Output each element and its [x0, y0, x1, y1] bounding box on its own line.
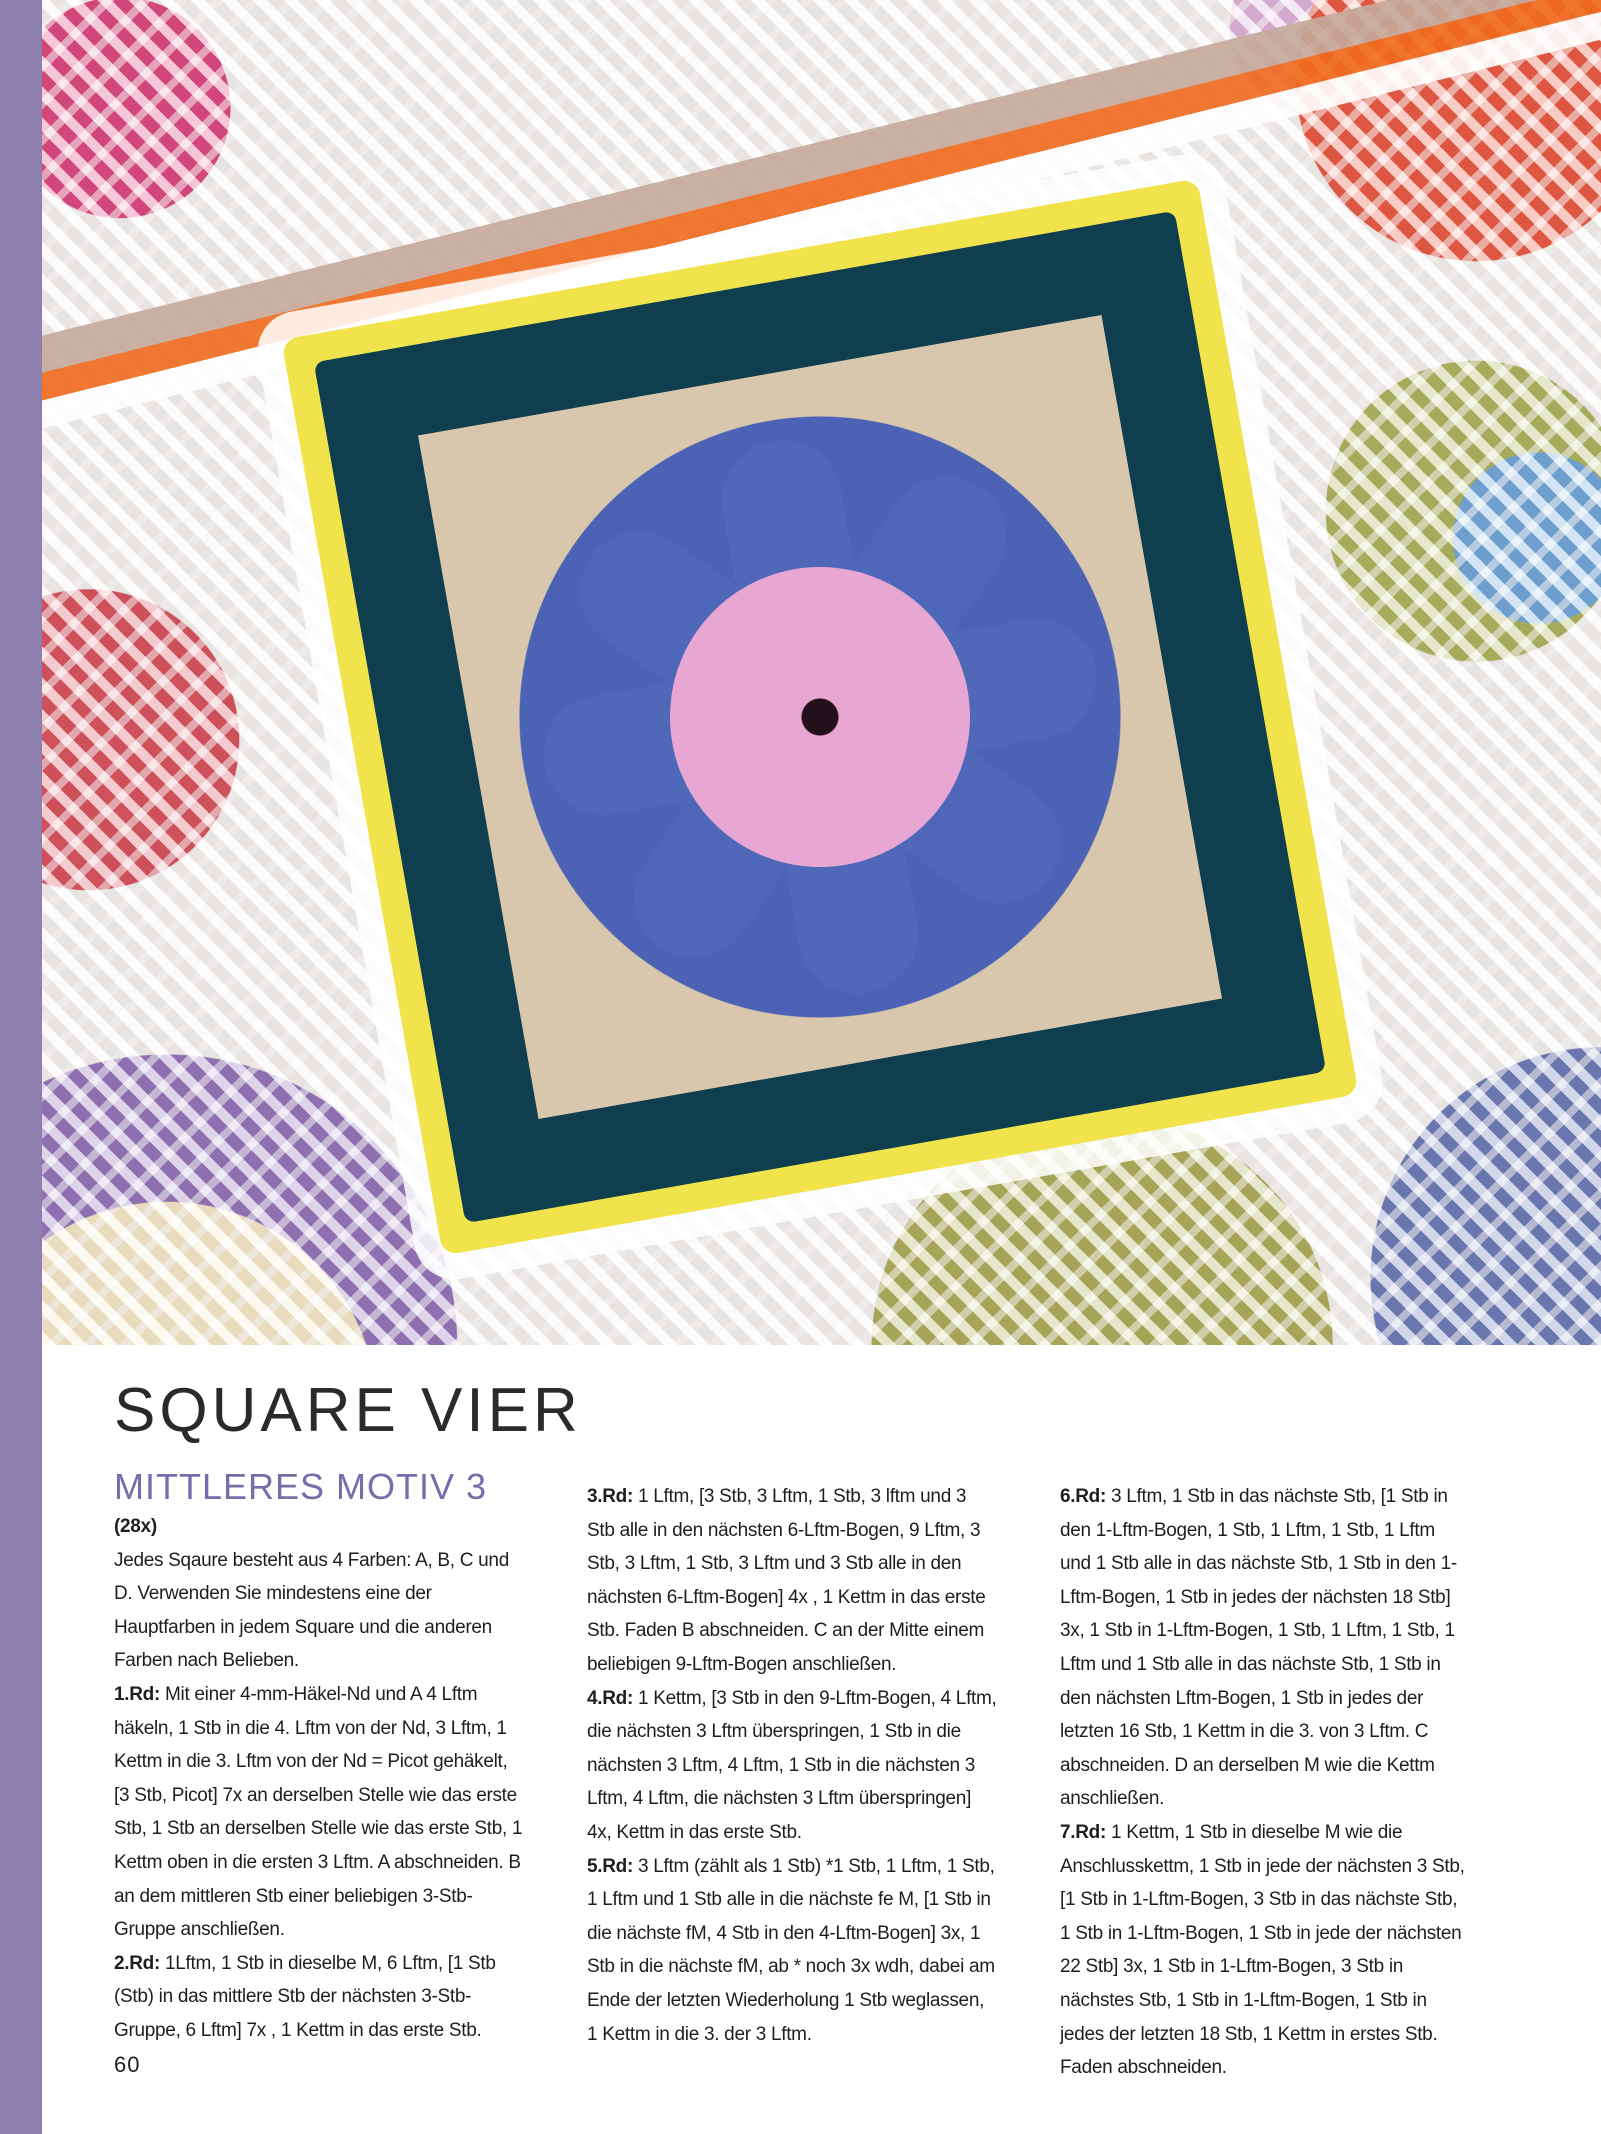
round-text: 1 Kettm, [3 Stb in den 9-Lftm-Bogen, 4 Lftm, die nächsten 3 Lftm überspringen, 1 Stb in die nächsten 3 Lftm, 4 Lftm, 1 Stb in die nächsten 3 Lftm, 4 Lftm, die nächsten 3 Lftm überspringen] 4x, Kettm in das erste Stb. — [587, 1687, 997, 1843]
round-4 — [587, 1682, 997, 1850]
round-label: 2.Rd: — [114, 1952, 161, 1974]
text-column-1 — [114, 1510, 524, 2048]
page-number: 60 — [114, 2052, 141, 2077]
round-6 — [1060, 1480, 1470, 1816]
crochet-square-photo — [42, 0, 1601, 1345]
round-1 — [114, 1678, 524, 1947]
intro-paragraph: Jedes Sqaure besteht aus 4 Farben: A, B, C und D. Verwenden Sie mindestens eine der Hauptfarben in jedem Square und die anderen Farben nach Belieben. — [114, 1549, 509, 1672]
round-label: 6.Rd: — [1060, 1486, 1107, 1507]
side-color-bar — [0, 0, 42, 2134]
granny-square-teal-frame — [314, 211, 1326, 1223]
round-7 — [1060, 1816, 1470, 2085]
page-title: SQUARE VIER — [114, 1376, 582, 1445]
round-5 — [587, 1850, 997, 2052]
round-text: 1 Kettm, 1 Stb in dieselbe M wie die Anschlusskettm, 1 Stb in jede der nächsten 3 Stb, [1 Stb in 1-Lftm-Bogen, 3 Stb in das nächste Stb, 1 Stb in 1-Lftm-Bogen, 1 Stb in jede der nächsten 22 Stb] 3x, 1 Stb in 1-Lftm-Bogen, 3 Stb in nächstes Stb, 1 Stb in 1-Lftm-Bogen, 1 Stb in jedes der letzten 18 Stb, 1 Kettm in erstes Stb. Faden abschneiden. — [1060, 1821, 1465, 2079]
round-label: 1.Rd: — [114, 1683, 161, 1705]
round-text: 1 Lftm, [3 Stb, 3 Lftm, 1 Stb, 3 lftm und 3 Stb alle in den nächsten 6-Lftm-Bogen, 9 Lftm, 3 Stb, 3 Lftm, 1 Stb, 3 Lftm und 3 Stb alle in den nächsten 6-Lftm-Bogen] 4x , 1 Kettm in das erste Stb. Faden B abschneiden. C an der Mitte einem beliebigen 9-Lftm-Bogen anschließen. — [587, 1486, 986, 1675]
round-text: 1Lftm, 1 Stb in dieselbe M, 6 Lftm, [1 Stb (Stb) in das mittlere Stb der nächsten 3-Stb-Gruppe, 6 Lftm] 7x , 1 Kettm in das erste Stb. — [114, 1952, 496, 2041]
granny-square-center — [418, 315, 1222, 1119]
round-label: 5.Rd: — [587, 1855, 634, 1877]
text-column-3 — [1060, 1480, 1470, 2085]
round-label: 4.Rd: — [587, 1687, 634, 1709]
round-3 — [587, 1480, 997, 1682]
round-text: 3 Lftm (zählt als 1 Stb) *1 Stb, 1 Lftm, 1 Stb, 1 Lftm und 1 Stb alle in die nächste fe M, [1 Stb in die nächste fM, 4 Stb in den 4-Lftm-Bogen] 3x, 1 Stb in die nächste fM, ab * noch 3x wdh, dabei am Ende der letzten Wiederholung 1 Stb weglassen, 1 Kettm in die 3. der 3 Lftm. — [587, 1855, 995, 2045]
round-text: Mit einer 4-mm-Häkel-Nd und A 4 Lftm häkeln, 1 Stb in die 4. Lftm von der Nd, 3 Lftm, 1 Kettm in die 3. Lftm von der Nd = Picot gehäkelt, [3 Stb, Picot] 7x an derselben Stelle wie das erste Stb, 1 Stb an derselben Stelle wie das erste Stb, 1 Kettm oben in die ersten 3 Lftm. A abschneiden. B an dem mittleren Stb einer beliebigen 3-Stb-Gruppe anschließen. — [114, 1683, 523, 1941]
round-label: 7.Rd: — [1060, 1821, 1107, 1843]
section-subtitle: MITTLERES MOTIV 3 — [114, 1466, 488, 1507]
round-2 — [114, 1947, 524, 2048]
granny-square-yellow-border — [281, 178, 1358, 1255]
round-text: 3 Lftm, 1 Stb in das nächste Stb, [1 Stb in den 1-Lftm-Bogen, 1 Stb, 1 Lftm, 1 Stb, 1 Lftm und 1 Stb alle in das nächste Stb, 1 Stb in den 1-Lftm-Bogen, 1 Stb in jedes der nächsten 18 Stb] 3x, 1 Stb in 1-Lftm-Bogen, 1 Stb, 1 Lftm, 1 Stb, 1 Lftm und 1 Stb alle in das nächste Stb, 1 Stb in den nächsten Lftm-Bogen, 1 Stb in jedes der letzten 16 Stb, 1 Kettm in die 3. von 3 Lftm. C abschneiden. D an derselben M wie die Kettm anschließen. — [1060, 1486, 1457, 1810]
text-column-2 — [587, 1480, 997, 2051]
round-label: 3.Rd: — [587, 1486, 634, 1507]
count-label: (28x) — [114, 1516, 157, 1537]
